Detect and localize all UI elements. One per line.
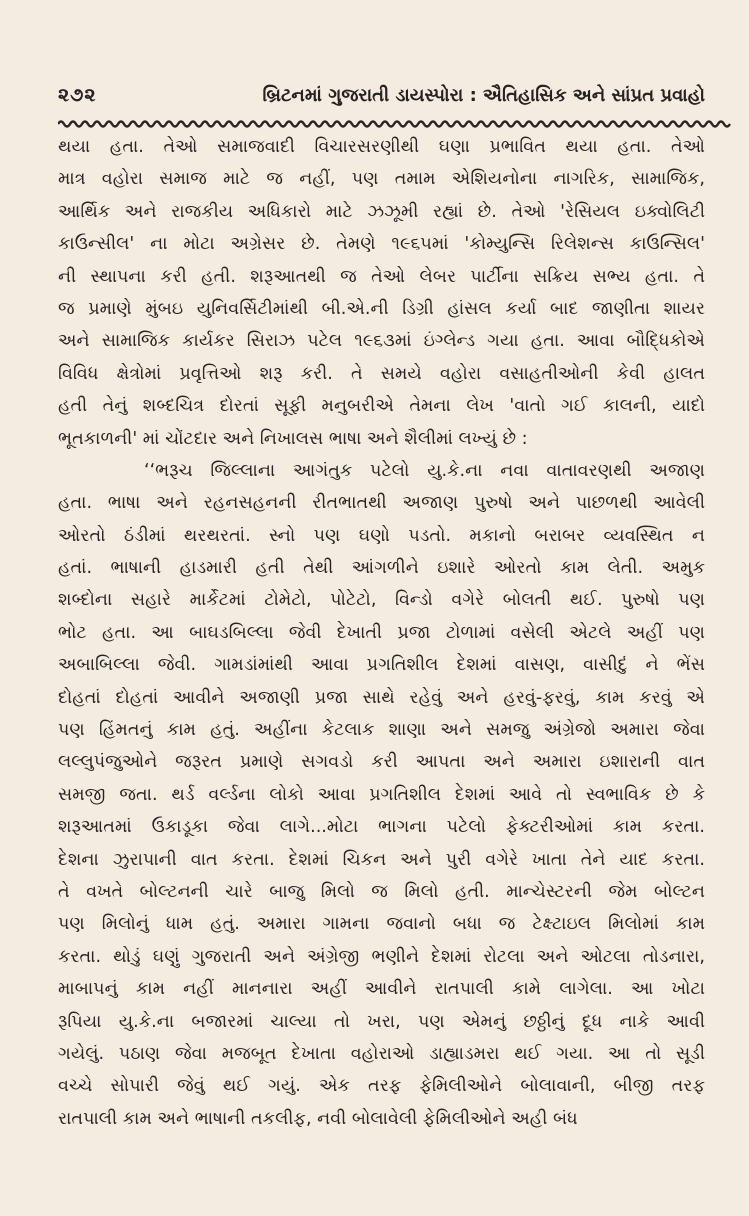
text-line: રૂપિયા યુ.કે.ના બજારમાં ચાલ્યા તો ખરા, પણ એમનું છઠ્ઠીનું દૂધ નાકે આવી [58,1011,705,1032]
text-line: માત્ર વહોરા સમાજ માટે જ નહીં, પણ તમામ એશિયનોના નાગરિક, સામાજિક, [58,169,705,190]
text-line: સમજી જતા. થર્ડ વર્લ્ડના લોકો આવા પ્રગતિશીલ દેશમાં આવે તો સ્વભાવિક છે કે [58,784,705,805]
text-line: કરતા. થોડું ઘણું ગુજરાતી અને અંગ્રેજી ભણીને દેશમાં રોટલા અને ઓટલા તોડનારા, [58,946,705,967]
text-line: પણ મિલોનું ધામ હતું. અમારા ગામના જવાનો બધા જ ટેક્ષ્ટાઇલ મિલોમાં કામ [58,914,705,935]
text-line: હતાં. ભાષાની હાડમારી હતી તેથી આંગળીને ઇશારે ઓરતો કામ લેતી. અમુક [58,558,705,579]
text-line: વિવિધ ક્ષેત્રોમાં પ્રવૃત્તિઓ શરૂ કરી. તે સમયે વહોરા વસાહતીઓની કેવી હાલત [58,363,705,384]
text-line: ની સ્થાપના કરી હતી. શરૂઆતથી જ તેઓ લેબર પાર્ટીના સક્રિય સભ્ય હતા. તે [58,266,705,287]
running-title: બ્રિટનમાં ગુજરાતી ડાયસ્પોરા : ઐતિહાસિક અને સાંપ્રત પ્રવાહો [262,85,705,106]
running-header [58,84,705,118]
quoted-paragraph [58,455,705,1135]
text-line: ‘‘ભરૂચ જિલ્લાના આગંતુક પટેલો યુ.કે.ના નવા વાતાવરણથી અજાણ [144,460,705,481]
text-line: દોહતાં દોહતાં આવીને અજાણી પ્રજા સાથે રહેવું અને હરવું-ફરવું, કામ કરવું એ [58,687,705,708]
text-line: આર્થિક અને રાજકીય અધિકારો માટે ઝઝૂમી રહ્યાં છે. તેઓ 'રેસિયલ ઇક્વોલિટી [58,201,705,222]
text-line: તે વખતે બોલ્ટનની ચારે બાજુ મિલો જ મિલો હતી. માન્ચેસ્ટરની જેમ બોલ્ટન [58,881,705,902]
text-line: હતી તેનું શબ્દચિત્ર દોરતાં સૂફી મનુબરીએ તેમના લેખ 'વાતો ગઈ કાલની, યાદો [58,396,705,417]
text-line: પણ હિંમતનું કામ હતું. અહીંના કેટલાક શાણા અને સમજુ અંગ્રેજો અમારા જેવા [58,720,705,741]
text-line: વચ્ચે સોપારી જેવું થઈ ગયું. એક તરફ ફેમિલીઓને બોલાવાની, બીજી તરફ [58,1076,705,1097]
text-line: માબાપનું કામ નહીં માનનારા અહીં આવીને રાતપાલી કામે લાગેલા. આ ખોટા [58,979,705,1000]
header-rule [58,118,733,130]
body-text [58,131,705,1135]
text-line: શરૂઆતમાં ઉકાડૂકા જેવા લાગે...મોટા ભાગના પટેલો ફેક્ટરીઓમાં કામ કરતા. [58,817,705,838]
text-line: ઓરતો ઠંડીમાં થરથરતાં. સ્નો પણ ઘણો પડતો. મકાનો બરાબર વ્યવસ્થિત ન [58,525,705,546]
text-line: અને સામાજિક કાર્યકર સિરાઝ પટેલ ૧૯૬૩માં ઇંગ્લેન્ડ ગયા હતા. આવા બૌદ્ધિકોએ [58,331,705,352]
text-line: જ પ્રમાણે મુંબઇ યુનિવર્સિટીમાંથી બી.એ.ની ડિગ્રી હાંસલ કર્યા બાદ જાણીતા શાયર [58,298,705,319]
text-line: હતા. ભાષા અને રહનસહનની રીતભાતથી અજાણ પુરુષો અને પાછળથી આવેલી [58,493,705,514]
text-line: થયા હતા. તેઓ સમાજવાદી વિચારસરણીથી ઘણા પ્રભાવિત થયા હતા. તેઓ [58,137,705,157]
text-line: રાતપાલી કામ અને ભાષાની તકલીફ, નવી બોલાવેલી ફેમિલીઓને અહી બંધ [58,1108,578,1129]
text-line: શબ્દોના સહારે માર્કેટમાં ટોમેટો, પોટેટો, વિન્ડો વગેરે બોલતી થઈ. પુરુષો પણ [58,590,705,611]
text-line: દેશના ઝુરાપાની વાત કરતા. દેશમાં ચિકન અને પુરી વગેરે ખાતા તેને યાદ કરતા. [58,849,705,870]
text-line: ભોટ હતા. આ બાઘડબિલ્લા જેવી દેખાતી પ્રજા ટોળામાં વસેલી એટલે અહીં પણ [58,622,705,643]
paragraph [58,131,705,455]
text-line: લલ્લુપંજુઓને જરૂરત પ્રમાણે સગવડો કરી આપતા અને અમારા ઇશારાની વાત [58,752,705,773]
text-line: કાઉન્સીલ' ના મોટા અગ્રેસર છે. તેમણે ૧૯૬૫માં 'કોમ્યુન્સિ રિલેશન્સ કાઉન્સિલ' [58,234,705,255]
text-line: ગયેલું. પઠાણ જેવા મજબૂત દેખાતા વહોરાઓ ડાહ્યાડમરા થઈ ગયા. આ તો સૂડી [58,1043,705,1064]
text-line: ભૂતકાળની' માં ચોંટદાર અને નિખાલસ ભાષા અને શૈલીમાં લખ્યું છે : [58,428,528,449]
page-number: ૨૭૨ [58,84,97,106]
text-line: અબાબિલ્લા જેવી. ગામડાંમાંથી આવા પ્રગતિશીલ દેશમાં વાસણ, વાસીદું ને ભેંસ [58,655,705,676]
